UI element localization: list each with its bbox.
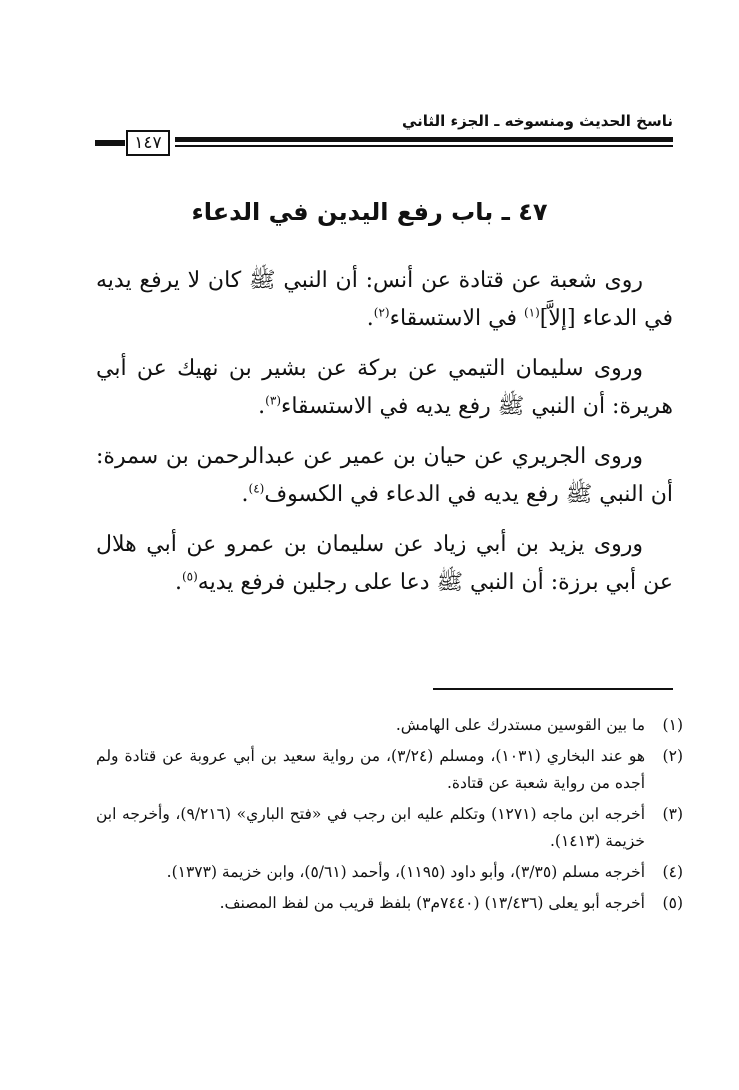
footnote-number: (٥) [662, 894, 683, 912]
footnote-item [96, 712, 683, 739]
footnote-ref: (٣) [265, 393, 281, 408]
paragraph-text: وروى الجريري عن حيان بن عمير عن عبدالرحمن بن سمرة: أن النبي ﷺ رفع يديه في الدعاء في الكسوف [96, 444, 673, 507]
paragraph-text: روى شعبة عن قتادة عن أنس: أن النبي ﷺ كان لا يرفع يديه في الدعاء [إلاَّ] [96, 268, 673, 331]
page-number: ١٤٧ [126, 130, 170, 156]
footnote-ref: (٤) [248, 481, 265, 496]
paragraph-1 [96, 262, 673, 338]
paragraph-end: . [366, 306, 374, 331]
page-number-bar [95, 140, 125, 146]
footnote-number: (١) [662, 716, 683, 734]
paragraph-text: في الاستسقاء [389, 306, 524, 331]
paragraph-end: . [241, 482, 249, 507]
footnote-item [96, 859, 683, 886]
footnote-text: أخرجه ابن ماجه (١٢٧١) وتكلم عليه ابن رجب في «فتح الباري» (٩/٢١٦)، وأخرجه ابن خزيمة (١٤١٣). [96, 805, 646, 850]
footnote-text: ما بين القوسين مستدرك على الهامش. [395, 716, 645, 734]
paragraph-end: . [258, 394, 266, 419]
footnote-item [96, 890, 683, 917]
footnote-item [96, 743, 683, 797]
header-rule-thin [175, 145, 673, 147]
paragraph-end: . [174, 570, 182, 595]
paragraph-text: وروى سليمان التيمي عن بركة عن بشير بن نهيك عن أبي هريرة: أن النبي ﷺ رفع يديه في الاستسقاء [96, 356, 673, 419]
footnote-text: أخرجه أبو يعلى (١٣/٤٣٦) (٧٤٤٠م٣) بلفظ قريب من لفظ المصنف. [219, 894, 645, 912]
footnote-item [96, 801, 683, 855]
paragraph-2 [96, 350, 673, 426]
footnote-ref: (١) [523, 305, 540, 320]
header-rule [175, 137, 673, 152]
footnotes [96, 712, 683, 921]
footnote-text: هو عند البخاري (١٠٣١)، ومسلم (٣/٢٤)، من رواية سعيد بن أبي عروبة عن قتادة ولم أجده من رواية شعبة عن قتادة. [96, 747, 646, 792]
running-title: ناسخ الحديث ومنسوخه ـ الجزء الثاني [401, 112, 673, 130]
body-text [96, 262, 673, 614]
paragraph-3 [96, 438, 673, 514]
footnote-number: (٢) [662, 747, 683, 765]
footnote-ref: (٥) [181, 569, 198, 584]
footnote-number: (٤) [662, 863, 683, 881]
header-rule-thick [175, 137, 673, 142]
paragraph-text: وروى يزيد بن أبي زياد عن سليمان بن عمرو عن أبي هلال عن أبي برزة: أن النبي ﷺ دعا على رجلين فرفع يديه [96, 532, 673, 595]
footnote-text: أخرجه مسلم (٣/٣٥)، وأبو داود (١١٩٥)، وأحمد (٥/٦١)، وابن خزيمة (١٣٧٣). [166, 863, 645, 881]
footnote-ref: (٢) [373, 305, 390, 320]
chapter-heading: ٤٧ ـ باب رفع اليدين في الدعاء [191, 198, 548, 226]
paragraph-4 [96, 526, 673, 602]
footnote-separator [433, 688, 673, 690]
footnote-number: (٣) [662, 805, 683, 823]
